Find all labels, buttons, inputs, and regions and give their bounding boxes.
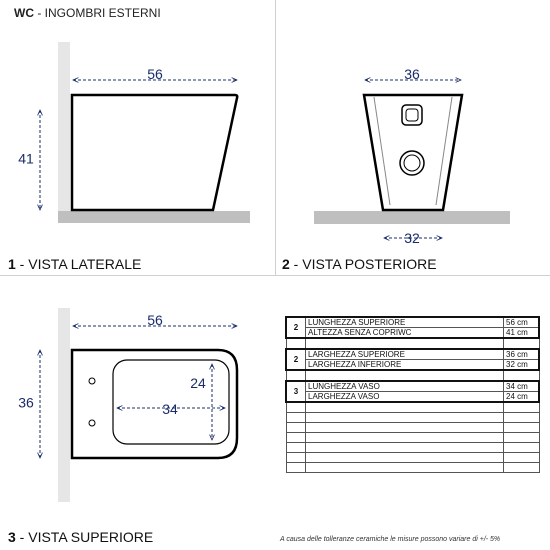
table-row-empty <box>286 338 539 349</box>
table-row-empty <box>286 453 539 463</box>
group-number: 2 <box>286 349 306 370</box>
panel-title: - VISTA SUPERIORE <box>15 529 154 545</box>
tolerance-note: A causa delle tolleranze ceramiche le misure possono variare di +/- 5% <box>280 536 501 543</box>
rear-outlet-inner <box>404 155 420 171</box>
bowl-length-label: 34 <box>162 401 178 417</box>
rear-bottom-label: 32 <box>404 230 420 246</box>
table-row-empty <box>286 433 539 443</box>
panel-title: - VISTA LATERALE <box>15 256 142 272</box>
table-row <box>286 392 539 403</box>
rear-toilet-outline <box>364 95 462 210</box>
table-row-empty <box>286 370 539 381</box>
row-value: 56 cm <box>504 317 540 328</box>
header-code: WC <box>14 6 34 20</box>
table-row-empty <box>286 423 539 433</box>
bowl-width-label: 24 <box>190 375 206 391</box>
table-row <box>286 360 539 371</box>
row-value: 41 cm <box>504 328 540 339</box>
side-floor <box>58 211 250 223</box>
rear-inlet <box>402 105 422 125</box>
side-wall <box>58 42 70 212</box>
panel-label-top <box>8 529 153 545</box>
panel-number: 3 <box>8 529 16 545</box>
panel-number: 1 <box>8 256 16 272</box>
side-width-label: 56 <box>147 66 163 82</box>
rear-top-label: 36 <box>404 66 420 82</box>
top-fix-hole-upper <box>89 378 95 384</box>
table-row-empty <box>286 443 539 453</box>
row-label: LARGHEZZA VASO <box>306 392 504 403</box>
row-value: 24 cm <box>504 392 540 403</box>
top-wall <box>58 308 70 502</box>
row-label: ALTEZZA SENZA COPRIWC <box>306 328 504 339</box>
table-row-empty <box>286 402 539 413</box>
rear-inlet-inner <box>406 109 418 121</box>
panel-label-rear <box>282 256 437 272</box>
table-row <box>286 317 539 328</box>
top-fix-hole-lower <box>89 420 95 426</box>
group-number: 2 <box>286 317 306 338</box>
rear-inner-right <box>436 97 452 205</box>
side-toilet-outline <box>72 95 237 210</box>
row-label: LARGHEZZA SUPERIORE <box>306 349 504 360</box>
side-height-label: 41 <box>18 150 34 167</box>
row-value: 32 cm <box>504 360 540 371</box>
top-view-drawing <box>40 308 237 502</box>
header-title: - INGOMBRI ESTERNI <box>34 6 161 20</box>
group-number: 3 <box>286 381 306 402</box>
row-label: LARGHEZZA INFERIORE <box>306 360 504 371</box>
row-label: LUNGHEZZA VASO <box>306 381 504 392</box>
panel-label-side <box>8 256 141 272</box>
table-row <box>286 349 539 360</box>
rear-inner-left <box>374 97 390 205</box>
row-value: 34 cm <box>504 381 540 392</box>
row-label: LUNGHEZZA SUPERIORE <box>306 317 504 328</box>
panel-title: - VISTA POSTERIORE <box>289 256 437 272</box>
top-depth-label: 36 <box>18 394 34 411</box>
side-view-drawing <box>40 42 250 223</box>
table-row <box>286 328 539 339</box>
top-width-label: 56 <box>147 312 163 328</box>
panel-number: 2 <box>282 256 290 272</box>
table-row-empty <box>286 413 539 423</box>
rear-view-drawing <box>314 80 510 238</box>
dimensions-table <box>285 316 540 473</box>
table-row-empty <box>286 463 539 473</box>
table-row <box>286 381 539 392</box>
rear-floor <box>314 211 510 224</box>
row-value: 36 cm <box>504 349 540 360</box>
